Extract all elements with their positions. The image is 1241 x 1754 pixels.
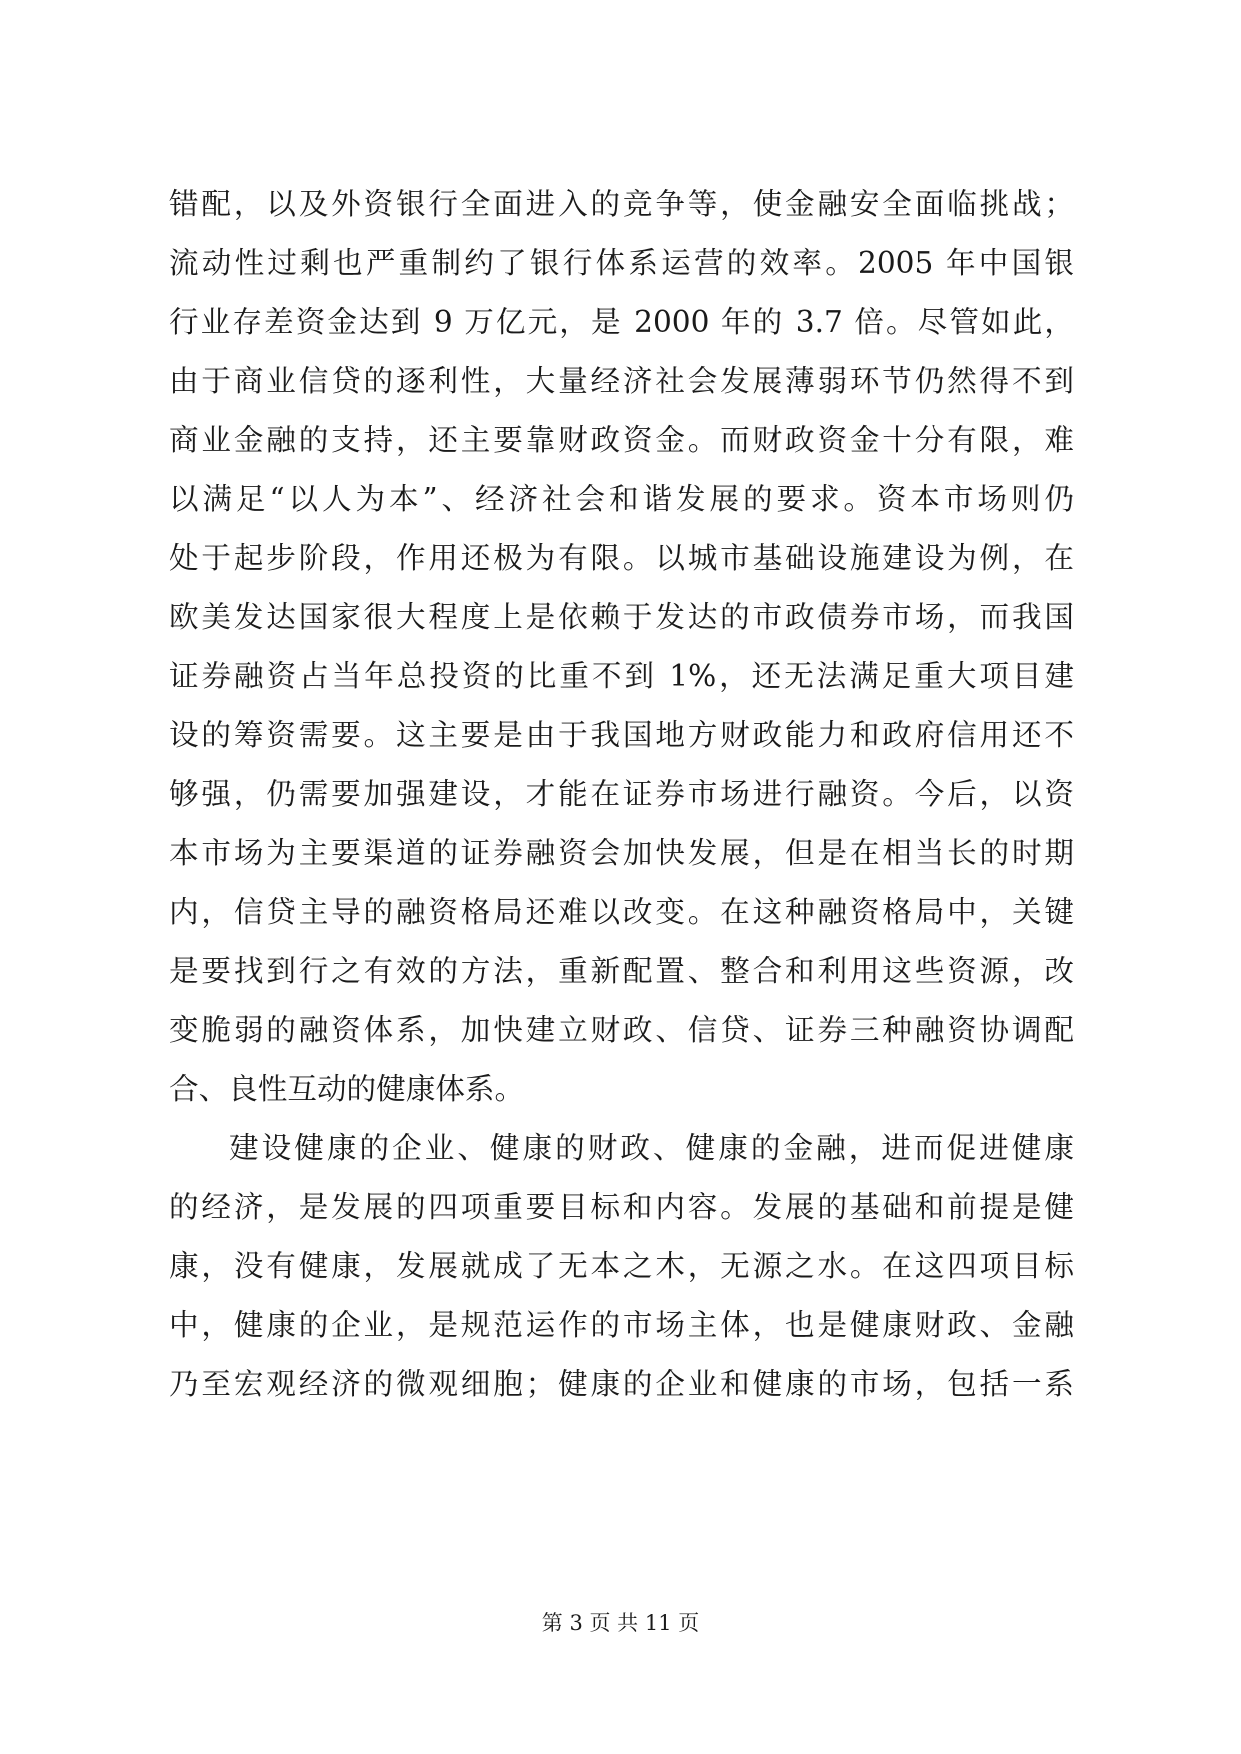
text-line: 建设健康的企业、健康的财政、健康的金融，进而促进健康: [229, 1131, 1074, 1165]
text-line: 处于起步阶段，作用还极为有限。以城市基础设施建设为例，在: [169, 541, 1074, 575]
text-line: 商业金融的支持，还主要靠财政资金。而财政资金十分有限，难: [169, 423, 1074, 457]
text-line: 变脆弱的融资体系，加快建立财政、信贷、证券三种融资协调配: [169, 1013, 1074, 1047]
text-line: 欧美发达国家很大程度上是依赖于发达的市政债券市场，而我国: [169, 600, 1074, 634]
text-line: 够强，仍需要加强建设，才能在证券市场进行融资。今后，以资: [169, 777, 1074, 811]
text-line: 流动性过剩也严重制约了银行体系运营的效率。2005 年中国银: [169, 246, 1074, 280]
text-line: 证券融资占当年总投资的比重不到 1%，还无法满足重大项目建: [169, 659, 1074, 693]
text-line: 设的筹资需要。这主要是由于我国地方财政能力和政府信用还不: [169, 718, 1074, 752]
text-line: 乃至宏观经济的微观细胞；健康的企业和健康的市场，包括一系: [169, 1367, 1074, 1401]
body-text: [169, 175, 1074, 1414]
text-line: 中，健康的企业，是规范运作的市场主体，也是健康财政、金融: [169, 1308, 1074, 1342]
text-line: 是要找到行之有效的方法，重新配置、整合和利用这些资源，改: [169, 954, 1074, 988]
text-line: 以满足“以人为本”、经济社会和谐发展的要求。资本市场则仍: [169, 482, 1074, 516]
text-line: 错配，以及外资银行全面进入的竞争等，使金融安全面临挑战；: [169, 187, 1074, 221]
text-line: 康，没有健康，发展就成了无本之木，无源之水。在这四项目标: [169, 1249, 1074, 1283]
text-line: 合、良性互动的健康体系。: [169, 1072, 525, 1106]
text-line: 本市场为主要渠道的证券融资会加快发展，但是在相当长的时期: [169, 836, 1074, 870]
text-line: 行业存差资金达到 9 万亿元，是 2000 年的 3.7 倍。尽管如此，: [169, 305, 1074, 339]
text-line: 由于商业信贷的逐利性，大量经济社会发展薄弱环节仍然得不到: [169, 364, 1074, 398]
page-number-footer: 第 3 页 共 11 页: [541, 1611, 700, 1635]
text-line: 的经济，是发展的四项重要目标和内容。发展的基础和前提是健: [169, 1190, 1074, 1224]
text-line: 内，信贷主导的融资格局还难以改变。在这种融资格局中，关键: [169, 895, 1074, 929]
